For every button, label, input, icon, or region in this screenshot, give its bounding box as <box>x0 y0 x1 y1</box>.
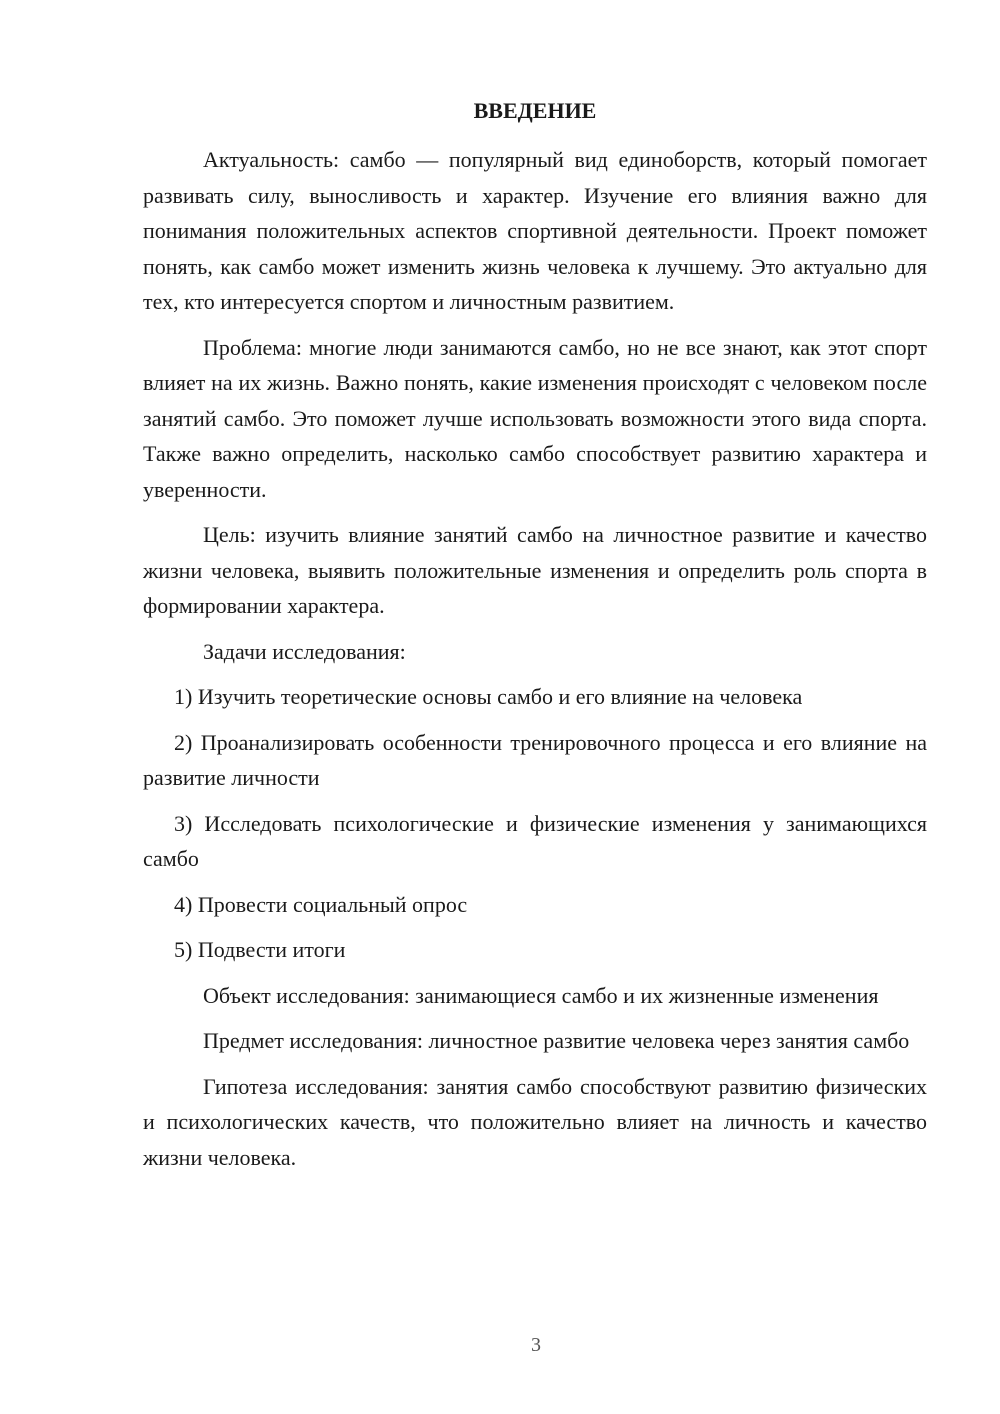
page-number: 3 <box>531 1334 541 1356</box>
paragraph-relevance: Актуальность: самбо — популярный вид единоборств, который помогает развивать силу, выносливость и характер. Изучение его влияния важно для понимания положительных аспектов спортивной деятельности. Проект поможет понять, как самбо может изменить жизнь человека к лучшему. Это актуально для тех, кто интересуется спортом и личностным развитием. <box>143 147 927 314</box>
task-item-3: 3) Исследовать психологические и физические изменения у занимающихся самбо <box>143 810 927 871</box>
paragraph-object: Объект исследования: занимающиеся самбо и их жизненные изменения <box>203 982 879 1008</box>
section-title: ВВЕДЕНИЕ <box>473 98 597 123</box>
task-item-5: 5) Подвести итоги <box>174 937 346 962</box>
paragraph-tasks-heading: Задачи исследования: <box>203 638 406 664</box>
paragraph-problem: Проблема: многие люди занимаются самбо, но не все знают, как этот спорт влияет на их жизнь. Важно понять, какие изменения происходят с человеком после занятий самбо. Это поможет лучше использовать возможности этого вида спорта. Также важно определить, насколько самбо способствует развитию характера и уверенности. <box>143 334 927 502</box>
paragraph-goal: Цель: изучить влияние занятий самбо на личностное развитие и качество жизни человека, выявить положительные изменения и определить роль спорта в формировании характера. <box>143 522 927 618</box>
paragraph-subject: Предмет исследования: личностное развитие человека через занятия самбо <box>203 1028 910 1053</box>
task-item-1: 1) Изучить теоретические основы самбо и его влияние на человека <box>174 684 803 709</box>
document-body <box>143 96 927 1185</box>
task-item-4: 4) Провести социальный опрос <box>174 891 468 917</box>
task-item-2: 2) Проанализировать особенности тренировочного процесса и его влияние на развитие личности <box>143 729 927 790</box>
paragraph-hypothesis: Гипотеза исследования: занятия самбо способствуют развитию физических и психологических качеств, что положительно влияет на личность и качество жизни человека. <box>143 1073 927 1170</box>
